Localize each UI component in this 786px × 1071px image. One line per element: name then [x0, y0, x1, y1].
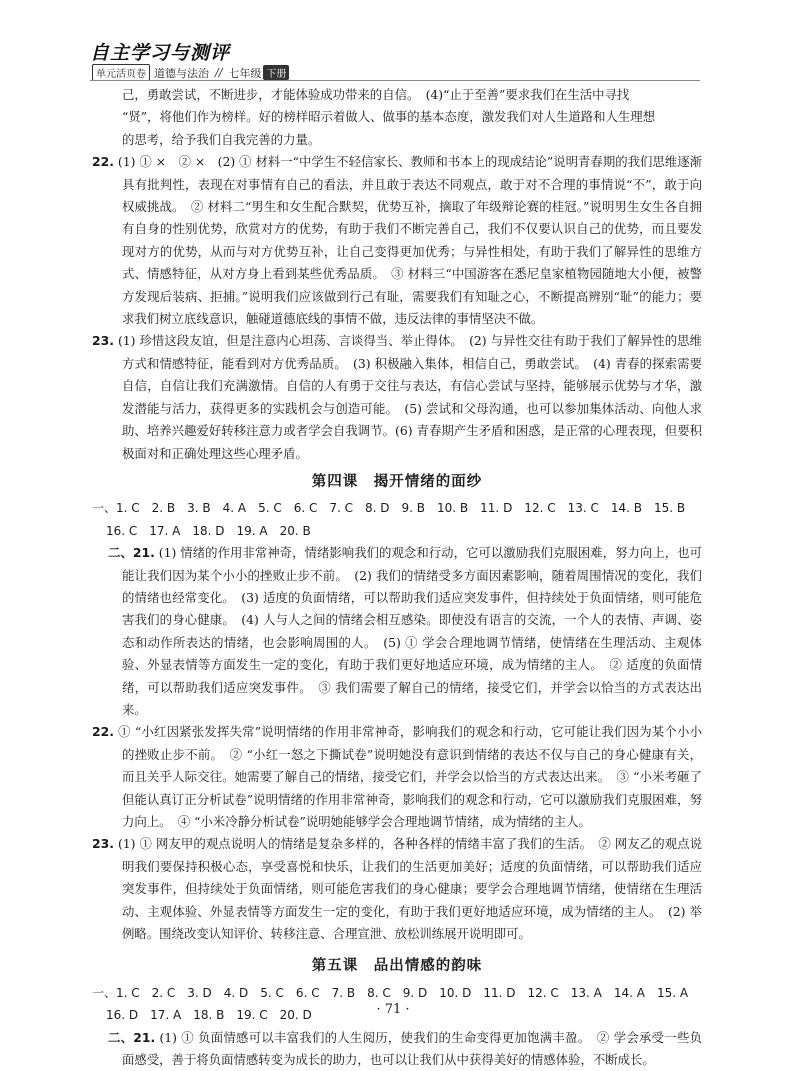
- page-number: · 71 ·: [376, 1002, 410, 1017]
- volume-badge: 下册: [263, 65, 289, 80]
- question-number: 二、21.: [108, 545, 155, 561]
- answer-item-23: [92, 833, 702, 945]
- answer-item-22: [92, 151, 702, 330]
- answer-item-23: [92, 330, 702, 464]
- header-rule: [90, 80, 700, 81]
- answer-text: (1) ① × ② × (2) ① 材料一“中学生不轻信家长、教师和书本上的现成结论”说明青春期的我们思维逐渐具有批判性，表现在对事情有自己的看法，并且敢于表达不同观点，敢于对不合理的事情说“不”，敢于向权威挑战。 ② 材料二“男生和女生配合默契，优势互补，摘取了年级辩论赛的桂冠。”说明男生女生各自拥有自身的性别优势，欣赏对方的优势，有助于我们不断完善自己，我们不仅要认识自己的优势，而且要发现对方的优势，从而与对方优势互补，让自己变得更加优秀；与异性相处，有助于我们了解异性的思维方式、情感特征，从对方身上看到某些优秀品质。 ③ 材料三“中国游客在悉尼皇家植物园随地大小便，被警方发现后装病、拒捕。”说明我们应该做到行己有耻，需要我们有知耻之心，不断提高辨别“耻”的能力；要求我们树立底线意识，触碰道德底线的事情不做，违反法律的事情坚决不做。: [117, 154, 702, 327]
- continuation-line: “贤”，将他们作为榜样。好的榜样昭示着做人、做事的基本态度，激发我们对人生道路和人生理想: [122, 109, 656, 125]
- answer-content: [92, 84, 702, 1071]
- answer-text: (1) ① 网友甲的观点说明人的情绪是复杂多样的，各种各样的情绪丰富了我们的生活。 ② 网友乙的观点说明我们要保持积极心态，享受喜悦和快乐，让我们的生活更加美好；适度的负面情绪，可以帮助我们适应突发事件，但持续处于负面情绪，则可能危害我们的身心健康；要学会合理地调节情绪，使情绪在生理活动、主观体验、外显表情等方面发生一定的变化，有助于我们更好地适应环境，成为情绪的主人。 (2) 举例略。围绕改变认知评价、转移注意、合理宣泄、放松训练展开说明即可。: [117, 836, 702, 942]
- mc-answers-line: 16. C 17. A 18. D 19. A 20. B: [106, 523, 311, 538]
- mc-answers-line: 16. D 17. A 18. B 19. C 20. D: [106, 1008, 312, 1023]
- mc-answers-line: 一、1. C 2. C 3. D 4. D 5. C 6. C 7. B 8. C 9. D 10. D 11. D 12. C 13. A 14. A 15. A: [92, 985, 689, 1000]
- lesson4-title: 第四课 揭开情绪的面纱: [311, 473, 483, 490]
- header-separator: //: [215, 66, 223, 79]
- answer-text: (1) ① 负面情感可以丰富我们的人生阅历，使我们的生命变得更加饱满丰盈。 ② 学会承受一些负面感受，善于将负面情感转变为成长的助力，也可以让我们从中获得美好的情感体验，不断成长。: [122, 1029, 702, 1068]
- subject-label: 道德与法治: [154, 66, 209, 80]
- answer-item-22: [92, 721, 702, 833]
- brand-title: 自主学习与测评: [90, 42, 231, 64]
- answer-item-21: [92, 542, 702, 721]
- series-tag: 单元活页卷: [92, 64, 150, 81]
- question-number: 22.: [92, 154, 114, 170]
- question-number: 二、21.: [108, 1029, 156, 1045]
- continuation-line: 己，勇敢尝试，不断进步，才能体验成功带来的自信。 (4)“止于至善”要求我们在生活中寻找: [122, 87, 630, 102]
- header-subbar: [92, 64, 289, 81]
- grade-label: 七年级: [228, 66, 262, 80]
- question-number: 22.: [92, 724, 114, 740]
- question-number: 23.: [92, 836, 114, 852]
- mc-answers-line: 一、1. C 2. B 3. B 4. A 5. C 6. C 7. C 8. D 9. B 10. B 11. D 12. C 13. C 14. B 15. B: [92, 501, 686, 516]
- answer-text: ① “小红因紧张发挥失常”说明情绪的作用非常神奇，影响我们的观念和行动，它可能让我们因为某个小小的挫败止步不前。 ② “小红一怒之下撕试卷”说明她没有意识到情绪的表达不仅与自己的身心健康有关，而且关乎人际交往。她需要了解自己的情绪，接受它们，并学会以恰当的方式表达出来。 ③ “小米考砸了但能认真订正分析试卷”说明情绪的作用非常神奇，影响我们的观念和行动，它可以激励我们克服困难，努力向上。 ④ “小米冷静分析试卷”说明她能够学会合理地调节情绪，成为情绪的主人。: [118, 724, 702, 829]
- lesson5-title: 第五课 品出情感的韵味: [311, 958, 483, 975]
- question-number: 23.: [92, 333, 114, 349]
- continuation-line: 的思考，给予我们自我完善的力量。: [122, 131, 321, 147]
- answer-text: (1) 珍惜这段友谊，但是注意内心坦荡、言谈得当、举止得体。 (2) 与异性交往有助于我们了解异性的思维方式和情感特征，能看到对方优秀品质。 (3) 积极融入集体，相信自己，勇敢尝试。 (4) 青春的探索需要自信，自信让我们充满激情。自信的人有勇于交往与表达，有信心尝试与坚持，能够展示优势与才华，激发潜能与活力，获得更多的实践机会与创造可能。 (5) 尝试和父母沟通，也可以参加集体活动、向他人求助、培养兴趣爱好转移注意力或者学会自我调节。(6) 青春期产生矛盾和困惑，是正常的心理表现，但要积极面对和正确处理这些心理矛盾。: [117, 333, 702, 461]
- answer-text: (1) 情绪的作用非常神奇，情绪影响我们的观念和行动，它可以激励我们克服困难，努力向上，也可能让我们因为某个小小的挫败止步不前。 (2) 我们的情绪受多方面因素影响，随着周围情况的变化，我们的情绪也经常变化。 (3) 适度的负面情绪，可以帮助我们适应突发事件，但持续处于负面情绪，则可能危害我们的身心健康。 (4) 人与人之间的情绪会相互感染。即使没有语言的交流，一个人的表情、声调、姿态和动作所表达的情绪，也会影响周围的人。 (5) ① 学会合理地调节情绪，使情绪在生理活动、主观体验、外显表情等方面发生一定的变化，有助于我们更好地适应环境，成为情绪的主人。 ② 适度的负面情绪，可以帮助我们适应突发事件。 ③ 我们需要了解自己的情绪，接受它们，并学会以恰当的方式表达出来。: [122, 545, 702, 717]
- answer-item-21: [92, 1027, 702, 1071]
